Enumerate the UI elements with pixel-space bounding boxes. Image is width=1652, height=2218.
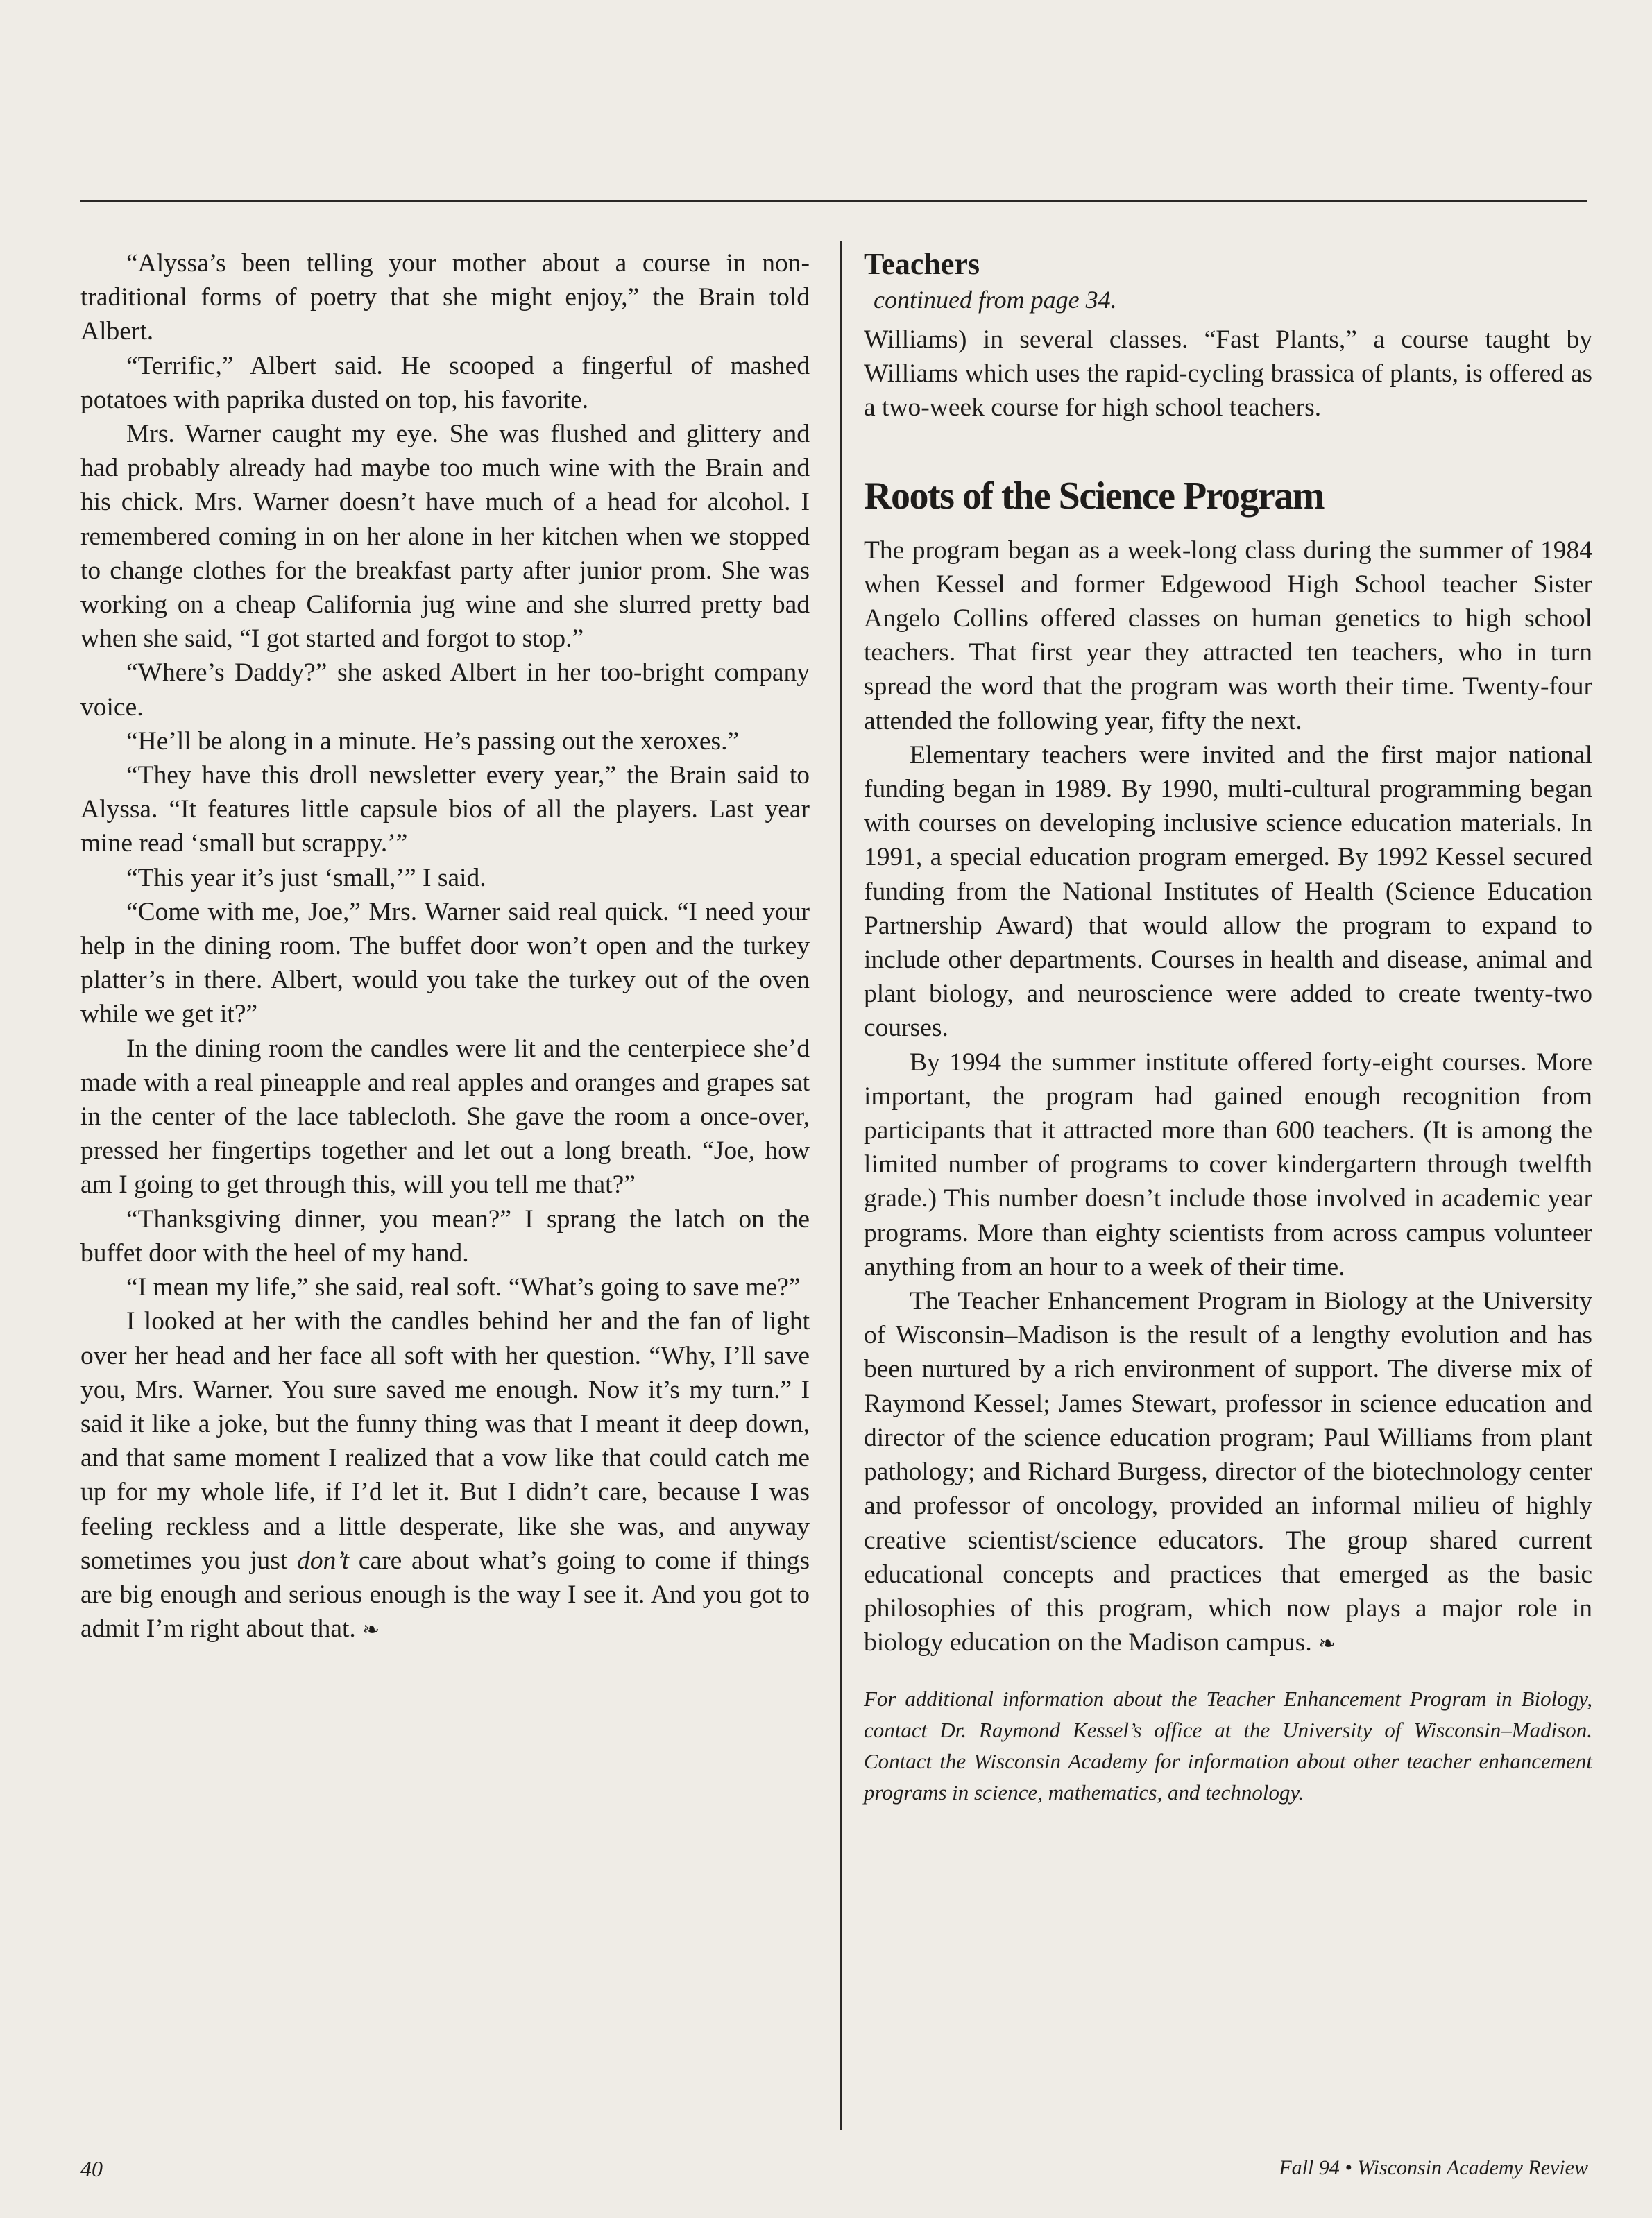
story-paragraph: “This year it’s just ‘small,’” I said. [126,863,486,892]
story-paragraph: “Alyssa’s been telling your mother about a course in non-traditional forms of poetry that she might enjoy,” the Brain told Albert. [80,249,810,346]
article-paragraph: By 1994 the summer institute offered forty-eight courses. More important, the program had gained enough recognition from participants that it attracted more than 600 teachers. (It is among the limited number of programs to cover kindergartern through twelfth grade.) This number doesn’t include those involved in academic year programs. More than eighty scientists from across campus volunteer anything from an hour to a week of their time. [864,1048,1592,1281]
continuation-paragraph: Williams) in several classes. “Fast Plants,” a course taught by Williams which uses the rapid-cycling brassica of plants, is offered as a two-week course for high school teachers. [864,325,1592,423]
story-paragraph: “Where’s Daddy?” she asked Albert in her too-bright company voice. [80,658,810,722]
story-paragraph: Mrs. Warner caught my eye. She was flushed and glittery and had probably already had maybe too much wine with the Brain and his chick. Mrs. Warner doesn’t have much of a head for alcohol. I remembered coming in on her alone in her kitchen when we stopped to change clothes for the breakfast party after junior prom. She was working on a cheap California jug wine and she slurred pretty bad when she said, “I got started and forgot to stop.” [80,420,810,654]
story-paragraph: “I mean my life,” she said, real soft. “What’s going to save me?” [126,1273,801,1302]
contact-note: For additional information about the Teacher Enhancement Program in Biology, contact Dr. Raymond Kessel’s office at the University of Wisconsin–Madison. Contact the Wisconsin Academy for information about other teacher enhancement programs in science, mathematics, and technology. [864,1687,1592,1805]
story-paragraph: In the dining room the candles were lit and the centerpiece she’d made with a real pineapple and real apples and oranges and grapes sat in the center of the lace tablecloth. She gave the room a once-over, pressed her fingertips together and let out a long breath. “Joe, how am I going to get through this, will you tell me that?” [80,1034,810,1200]
story-final-italic: don’t [297,1546,350,1575]
section-heading: Roots of the Science Program [864,474,1325,518]
story-paragraph: “Come with me, Joe,” Mrs. Warner said real quick. “I need your help in the dining room. The buffet door won’t open and the turkey platter’s in there. Albert, would you take the turkey out of the oven while we get it?” [80,897,810,1029]
story-final-paragraph [80,1304,810,1647]
top-rule [80,200,1587,202]
story-paragraph: “Terrific,” Albert said. He scooped a fingerful of mashed potatoes with paprika dusted on top, his favorite. [80,351,810,414]
story-paragraph: “Thanksgiving dinner, you mean?” I sprang the latch on the buffet door with the heel of my hand. [80,1204,810,1268]
left-column-story [80,246,810,1647]
end-mark-icon: ❧ [362,1619,380,1642]
story-paragraph: “He’ll be along in a minute. He’s passing out the xeroxes.” [126,726,740,756]
story-final-text-end: care about what’s going to come if things are big enough and serious enough is the way I see it. And you got to admit I’m right about that. [80,1546,810,1644]
article-paragraph: Elementary teachers were invited and the first major national funding began in 1989. By 1990, multi-cultural programming began with courses on developing inclusive science education materials. In 1991, a special education program emerged. By 1992 Kessel secured funding from the National Institutes of Health (Science Education Partnership Award) that would allow the program to expand to include other departments. Courses in health and disease, animal and plant biology, and neuroscience were added to create twenty-two courses. [864,740,1592,1043]
story-final-text: I looked at her with the candles behind her and the fan of light over her head and her face all soft with her question. “Why, I’ll save you, Mrs. Warner. You sure saved me enough. Now it’s my turn.” I said it like a joke, but the funny thing was that I meant it deep down, and that same moment I realized that a vow like that could catch me up for my whole life, if I’d let it. But I didn’t care, because I was feeling reckless and a little desperate, like she was, and anyway sometimes you just [80,1307,810,1575]
page-number: 40 [80,2156,103,2181]
column-rule [840,241,842,2130]
end-mark-icon: ❧ [1318,1632,1336,1656]
running-foot: Fall 94 • Wisconsin Academy Review [1279,2156,1588,2179]
article-final-text: The Teacher Enhancement Program in Biology at the University of Wisconsin–Madison is the result of a lengthy evolution and has been nurtured by a rich environment of support. The diverse mix of Raymond Kessel; James Stewart, professor in science education and director of the science education program; Paul Williams from plant pathology; and Richard Burgess, director of the biotechnology center and professor of oncology, provided an informal milieu of highly creative scientist/science educators. The group shared current educational concepts and practices that emerged as the basic philosophies of this program, which now plays a major role in biology education on the Madison campus. [864,1287,1592,1657]
article-final-paragraph [864,1284,1592,1661]
right-column-article [864,246,1592,1808]
story-paragraph: “They have this droll newsletter every year,” the Brain said to Alyssa. “It features little capsule bios of all the players. Last year mine read ‘small but scrappy.’” [80,761,810,858]
continued-article-kicker: Teachers [864,247,980,281]
continued-from-line: continued from page 34. [874,286,1117,314]
article-paragraph: The program began as a week-long class during the summer of 1984 when Kessel and former Edgewood High School teacher Sister Angelo Collins offered classes on human genetics to high school teachers. That first year they attracted ten teachers, who in turn spread the word that the program was worth their time. Twenty-four attended the following year, fifty the next. [864,536,1592,735]
